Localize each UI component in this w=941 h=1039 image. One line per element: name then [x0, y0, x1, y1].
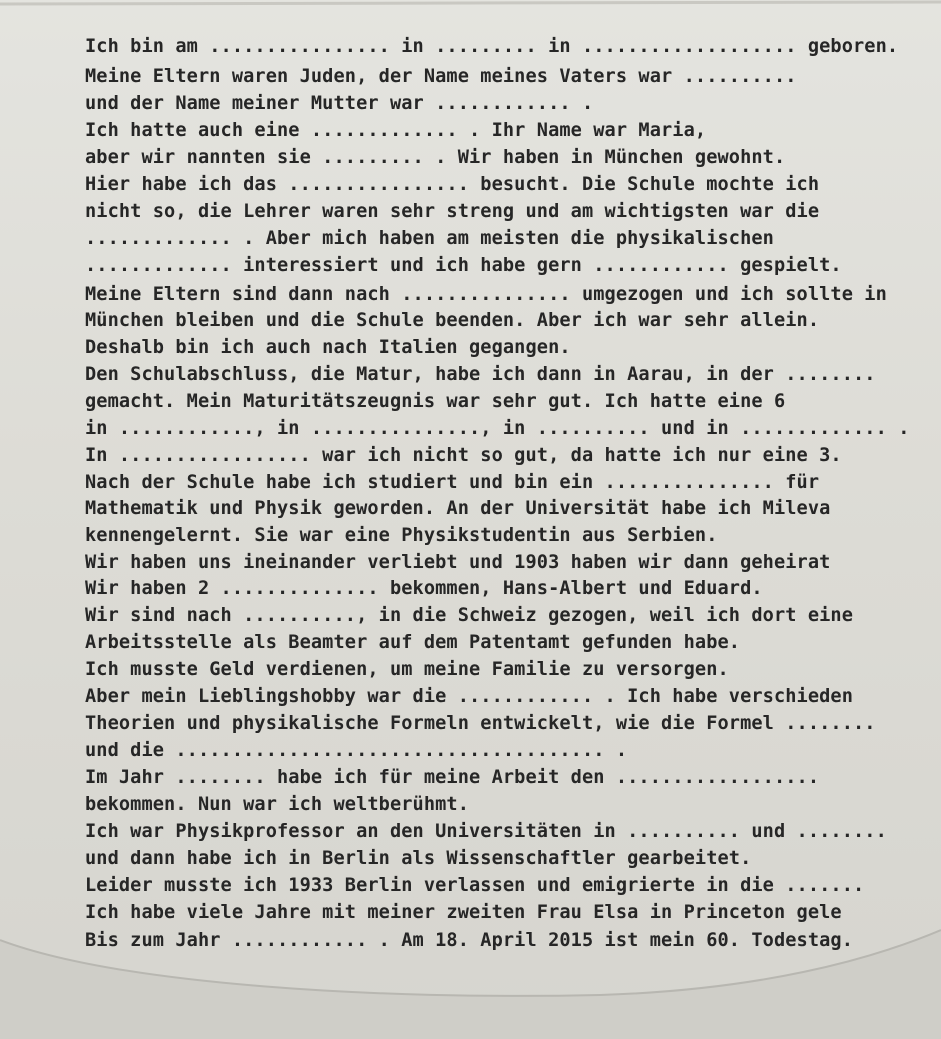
text-line: aber wir nannten sie ......... . Wir haben in München gewohnt.	[85, 147, 786, 168]
text-line: Wir haben 2 .............. bekommen, Hans-Albert und Eduard.	[85, 578, 763, 599]
text-line: Aber mein Lieblingshobby war die ............ . Ich habe verschieden	[85, 686, 854, 707]
text-line: Ich war Physikprofessor an den Universitäten in .......... und ........	[85, 821, 887, 842]
text-line: Theorien und physikalische Formeln entwickelt, wie die Formel ........	[85, 713, 876, 734]
text-line: Ich hatte auch eine ............. . Ihr Name war Maria,	[85, 120, 707, 141]
text-line: Den Schulabschluss, die Matur, habe ich dann in Aarau, in der ........	[85, 364, 876, 385]
text-line: Meine Eltern sind dann nach ............... umgezogen und ich sollte in	[85, 284, 887, 305]
text-line: gemacht. Mein Maturitätszeugnis war sehr gut. Ich hatte eine 6	[85, 391, 786, 412]
text-line: ............. . Aber mich haben am meisten die physikalischen	[85, 228, 774, 249]
text-line: kennengelernt. Sie war eine Physikstudentin aus Serbien.	[85, 525, 718, 546]
text-line: Ich bin am ................ in ......... in ................... geboren.	[85, 36, 899, 57]
text-line: Ich musste Geld verdienen, um meine Familie zu versorgen.	[85, 659, 729, 680]
text-line: ............. interessiert und ich habe gern ............ gespielt.	[85, 255, 842, 276]
text-line: Arbeitsstelle als Beamter auf dem Patentamt gefunden habe.	[85, 632, 741, 653]
text-line: nicht so, die Lehrer waren sehr streng und am wichtigsten war die	[85, 201, 820, 222]
text-line: Im Jahr ........ habe ich für meine Arbeit den ..................	[85, 767, 820, 788]
text-line: und die ...................................... .	[85, 740, 628, 761]
text-line: In ................. war ich nicht so gut, da hatte ich nur eine 3.	[85, 445, 842, 466]
text-line: Hier habe ich das ................ besucht. Die Schule mochte ich	[85, 174, 820, 195]
text-line: in ............, in ..............., in .......... und in ............. .	[85, 418, 910, 439]
text-line: Meine Eltern waren Juden, der Name meines Vaters war ..........	[85, 66, 797, 87]
text-line: und dann habe ich in Berlin als Wissenschaftler gearbeitet.	[85, 848, 752, 869]
text-line: Nach der Schule habe ich studiert und bin ein ............... für	[85, 472, 820, 493]
text-line: und der Name meiner Mutter war ............ .	[85, 93, 594, 114]
text-line: Ich habe viele Jahre mit meiner zweiten Frau Elsa in Princeton gele	[85, 902, 842, 923]
text-line: Deshalb bin ich auch nach Italien gegangen.	[85, 337, 571, 358]
text-line: Wir haben uns ineinander verliebt und 1903 haben wir dann geheirat	[85, 552, 831, 573]
text-line: Wir sind nach .........., in die Schweiz gezogen, weil ich dort eine	[85, 605, 854, 626]
text-line: Mathematik und Physik geworden. An der Universität habe ich Mileva	[85, 498, 831, 519]
text-line: bekommen. Nun war ich weltberühmt.	[85, 794, 470, 815]
text-line: Bis zum Jahr ............ . Am 18. April 2015 ist mein 60. Todestag.	[85, 930, 854, 951]
text-line: München bleiben und die Schule beenden. Aber ich war sehr allein.	[85, 310, 820, 331]
text-line: Leider musste ich 1933 Berlin verlassen und emigrierte in die .......	[85, 875, 865, 896]
